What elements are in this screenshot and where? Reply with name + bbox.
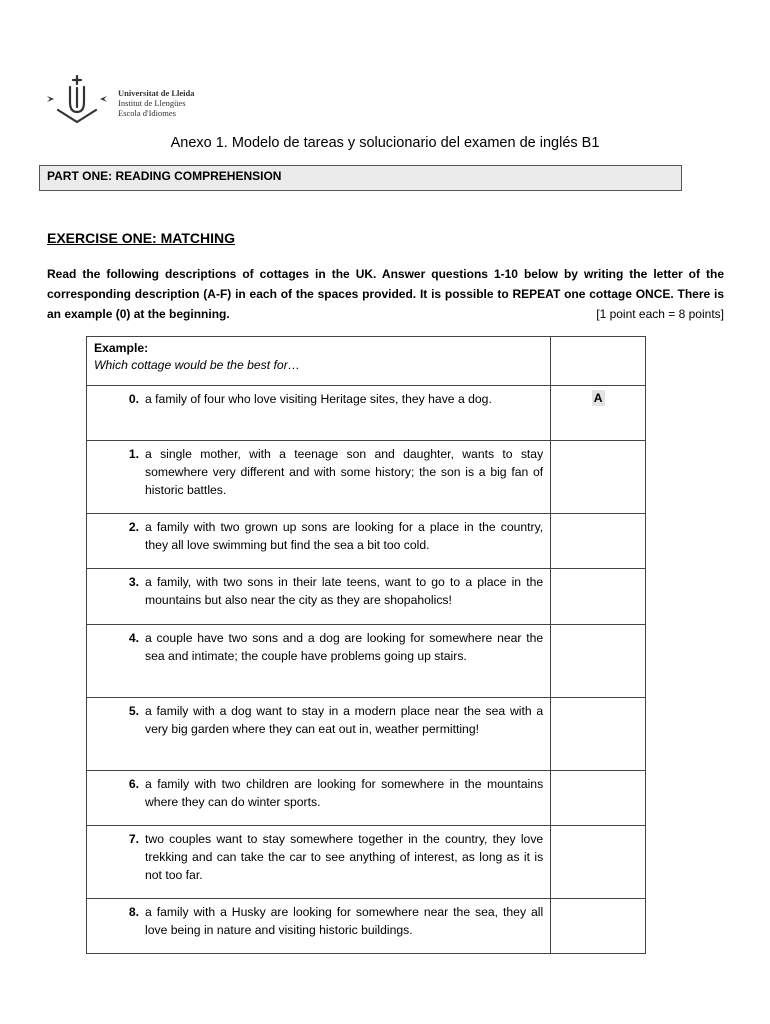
question-text: two couples want to stay somewhere together in the country, they love trekking and can take the car to see anything of interest, as long as it is not too far.: [145, 832, 544, 882]
part-heading: PART ONE: READING COMPREHENSION: [39, 165, 682, 191]
points-note: [1 point each = 8 points]: [596, 307, 724, 321]
question-number: 8.: [128, 905, 139, 919]
table-row: [87, 826, 646, 899]
question-text: a family with two children are looking for somewhere in the mountains where they can do winter sports.: [145, 777, 544, 809]
answer-field[interactable]: [551, 441, 646, 514]
question-text: a single mother, with a teenage son and daughter, wants to stay somewhere very different and with some history; the son is a big fan of historic battles.: [145, 447, 544, 497]
answer-field[interactable]: [551, 514, 646, 569]
table-row: [87, 899, 646, 954]
table-row: [87, 569, 646, 625]
question-number: 4.: [128, 631, 139, 645]
answer-field[interactable]: [551, 771, 646, 826]
answer-field[interactable]: A: [593, 391, 603, 405]
question-number: 5.: [128, 704, 139, 718]
question-text: a family, with two sons in their late teens, want to go to a place in the mountains but also near the city as they are shopaholics!: [145, 575, 544, 607]
table-row: [87, 698, 646, 771]
university-emblem-icon: [44, 74, 110, 124]
question-number: 3.: [128, 575, 139, 589]
question-number: 6.: [128, 777, 139, 791]
example-prompt: Which cottage would be the best for…: [94, 358, 300, 372]
answer-field[interactable]: [551, 698, 646, 771]
answer-field[interactable]: [551, 899, 646, 954]
university-logo: [44, 74, 214, 124]
question-text: a family with two grown up sons are looking for a place in the country, they all love swimming but find the sea a bit too cold.: [145, 520, 544, 552]
table-row: [87, 441, 646, 514]
university-name: Universitat de Lleida: [118, 88, 195, 98]
question-text: a family with a Husky are looking for somewhere near the sea, they all love being in nature and visiting historic buildings.: [145, 905, 544, 937]
document-title: Anexo 1. Modelo de tareas y solucionario del examen de inglés B1: [170, 135, 600, 151]
example-label: Example:: [94, 341, 149, 355]
question-number: 7.: [128, 832, 139, 846]
example-row: [87, 337, 646, 386]
table-row: [87, 771, 646, 826]
matching-table: [86, 336, 646, 954]
exercise-title: EXERCISE ONE: MATCHING: [47, 230, 235, 246]
question-text: a family with a dog want to stay in a modern place near the sea with a very big garden where they can eat out in, weather permitting!: [145, 704, 544, 736]
question-number: 1.: [128, 447, 139, 461]
question-number: 2.: [128, 520, 139, 534]
table-row: [87, 514, 646, 569]
answer-field[interactable]: [551, 625, 646, 698]
institute-name: Institut de Llengües: [118, 98, 186, 108]
instructions: [47, 264, 724, 324]
school-name: Escola d'Idiomes: [118, 108, 176, 118]
question-text: a couple have two sons and a dog are looking for somewhere near the sea and intimate; the couple have problems going up stairs.: [145, 631, 544, 663]
answer-field[interactable]: [551, 826, 646, 899]
question-number: 0.: [128, 392, 139, 406]
table-row: [87, 625, 646, 698]
instructions-text: Read the following descriptions of cottages in the UK. Answer questions 1-10 below by writing the letter of the corresponding description (A-F) in each of the spaces provided. It is possible to REPEAT one cottage ONCE. There is an example (0) at the beginning.: [47, 267, 724, 321]
table-row: [87, 386, 646, 441]
question-text: a family of four who love visiting Heritage sites, they have a dog.: [145, 392, 492, 406]
answer-field[interactable]: [551, 569, 646, 625]
example-answer-cell: [551, 337, 646, 386]
